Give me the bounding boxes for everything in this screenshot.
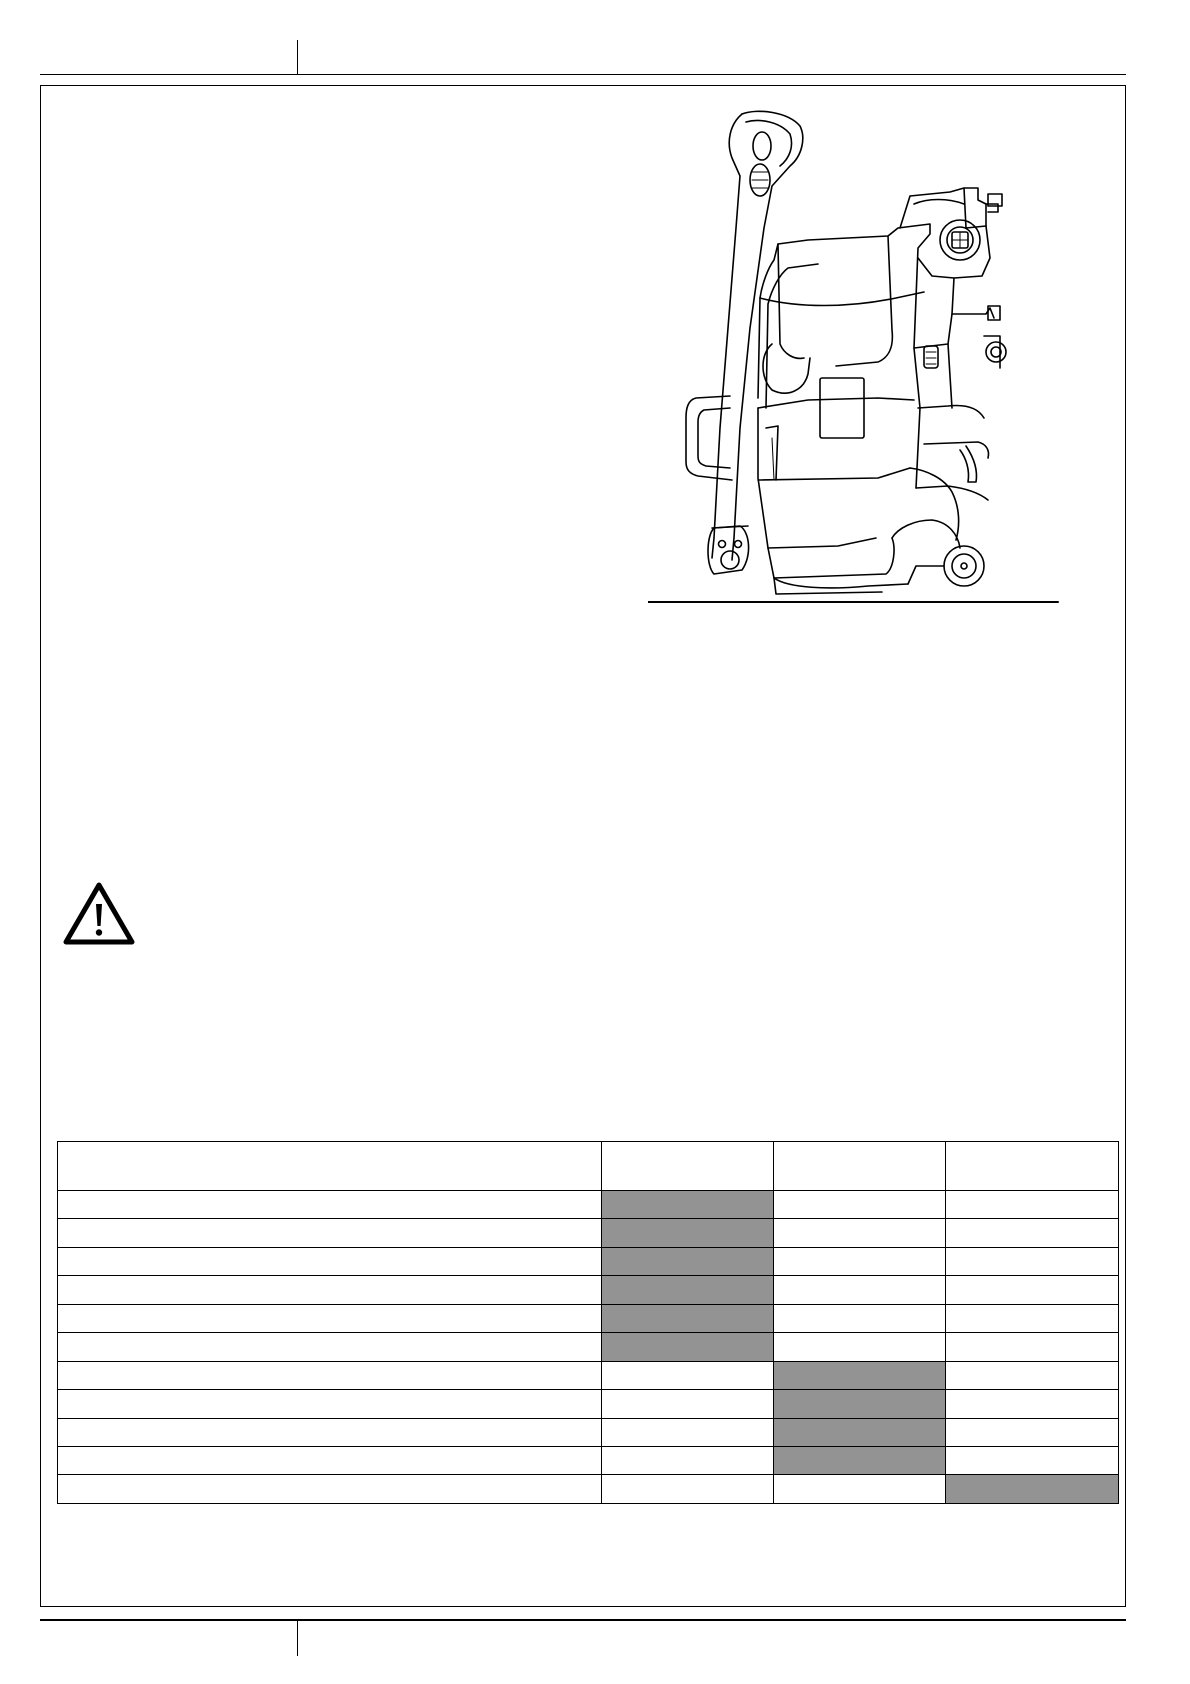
table-marked-cell bbox=[774, 1361, 946, 1389]
table-header-cell bbox=[946, 1142, 1119, 1191]
table-cell bbox=[774, 1219, 946, 1247]
table-row bbox=[58, 1219, 1119, 1247]
table-cell bbox=[946, 1390, 1119, 1418]
table-row-label bbox=[58, 1361, 602, 1389]
table-header-cell bbox=[58, 1142, 602, 1191]
table-cell bbox=[774, 1475, 946, 1504]
table-cell bbox=[774, 1276, 946, 1304]
table-cell bbox=[946, 1361, 1119, 1389]
table-cell bbox=[602, 1447, 774, 1475]
table-cell bbox=[774, 1247, 946, 1275]
table-row bbox=[58, 1276, 1119, 1304]
warning-triangle-icon bbox=[62, 880, 136, 946]
table-row-label bbox=[58, 1304, 602, 1332]
table-cell bbox=[774, 1333, 946, 1361]
table-row bbox=[58, 1304, 1119, 1332]
table-row-label bbox=[58, 1333, 602, 1361]
table-marked-cell bbox=[774, 1418, 946, 1446]
table-marked-cell bbox=[602, 1190, 774, 1218]
table-cell bbox=[602, 1418, 774, 1446]
table-row-label bbox=[58, 1190, 602, 1218]
table-marked-cell bbox=[602, 1304, 774, 1332]
table-row-label bbox=[58, 1276, 602, 1304]
table-marked-cell bbox=[602, 1219, 774, 1247]
table-cell bbox=[946, 1190, 1119, 1218]
table-cell bbox=[946, 1333, 1119, 1361]
table-marked-cell bbox=[774, 1447, 946, 1475]
table-row-label bbox=[58, 1219, 602, 1247]
table-marked-cell bbox=[602, 1247, 774, 1275]
footer-rule bbox=[40, 1619, 1126, 1621]
table-row bbox=[58, 1475, 1119, 1504]
table-cell bbox=[602, 1361, 774, 1389]
table-header-cell bbox=[602, 1142, 774, 1191]
table-row bbox=[58, 1361, 1119, 1389]
table-row-label bbox=[58, 1390, 602, 1418]
table-cell bbox=[774, 1304, 946, 1332]
carpet-extractor-illustration bbox=[648, 108, 1074, 612]
table-header-row bbox=[58, 1142, 1119, 1191]
table-cell bbox=[946, 1247, 1119, 1275]
table-row bbox=[58, 1447, 1119, 1475]
table-row-label bbox=[58, 1247, 602, 1275]
table-marked-cell bbox=[774, 1390, 946, 1418]
table-cell bbox=[774, 1190, 946, 1218]
table-cell bbox=[946, 1447, 1119, 1475]
table-row-label bbox=[58, 1447, 602, 1475]
header-rule bbox=[40, 74, 1126, 75]
table-row bbox=[58, 1333, 1119, 1361]
table-cell bbox=[946, 1276, 1119, 1304]
table-row-label bbox=[58, 1418, 602, 1446]
table-marked-cell bbox=[602, 1276, 774, 1304]
table-row bbox=[58, 1247, 1119, 1275]
table-marked-cell bbox=[602, 1333, 774, 1361]
table-cell bbox=[946, 1304, 1119, 1332]
table-header-cell bbox=[774, 1142, 946, 1191]
table-cell bbox=[946, 1219, 1119, 1247]
table-row bbox=[58, 1390, 1119, 1418]
table-cell bbox=[602, 1390, 774, 1418]
table-cell bbox=[946, 1418, 1119, 1446]
table-row bbox=[58, 1418, 1119, 1446]
footer-divider bbox=[297, 1620, 298, 1656]
table-marked-cell bbox=[946, 1475, 1119, 1504]
table-row bbox=[58, 1190, 1119, 1218]
table-row-label bbox=[58, 1475, 602, 1504]
maintenance-table bbox=[57, 1141, 1119, 1504]
table-cell bbox=[602, 1475, 774, 1504]
header-divider bbox=[297, 40, 298, 74]
